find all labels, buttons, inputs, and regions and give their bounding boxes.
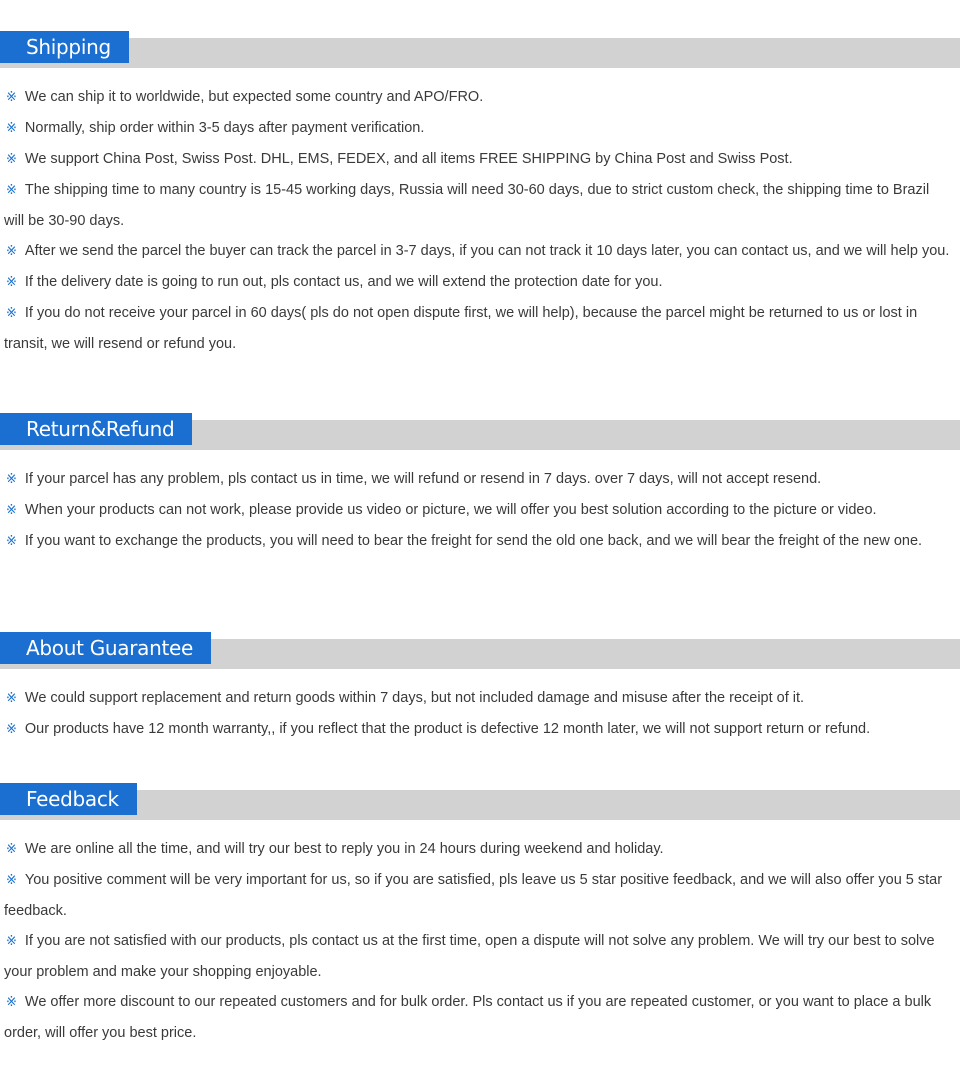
list-item-text: When your products can not work, please provide us video or picture, we will offer you best solution according to the picture or video. [24, 502, 877, 518]
list-item-text: If the delivery date is going to run out, pls contact us, and we will extend the protection date for you. [24, 274, 663, 290]
reference-mark-icon: ※ [6, 306, 17, 321]
section-header-bar [0, 35, 960, 68]
section-return-refund [0, 413, 960, 557]
reference-mark-icon: ※ [6, 472, 17, 487]
list-item-text: We can ship it to worldwide, but expected some country and APO/FRO. [24, 89, 484, 105]
section-title: Shipping [0, 31, 129, 63]
section-feedback [0, 783, 960, 1048]
reference-mark-icon: ※ [6, 534, 17, 549]
section-title: Return&Refund [0, 413, 192, 445]
list-item [0, 236, 960, 267]
list-item [0, 175, 960, 236]
list-item-text: We support China Post, Swiss Post. DHL, EMS, FEDEX, and all items FREE SHIPPING by China Post and Swiss Post. [24, 151, 793, 167]
list-item [0, 464, 960, 495]
reference-mark-icon: ※ [6, 183, 17, 198]
list-item-text: We offer more discount to our repeated customers and for bulk order. Pls contact us if you are repeated customer, or you want to place a bulk order, will offer you best price. [4, 994, 932, 1041]
reference-mark-icon: ※ [6, 152, 17, 167]
list-item-text: If your parcel has any problem, pls contact us in time, we will refund or resend in 7 days. over 7 days, will not accept resend. [24, 471, 822, 487]
section-header-bar [0, 417, 960, 450]
list-item-text: If you are not satisfied with our products, pls contact us at the first time, open a dispute will not solve any problem. We will try our best to solve your problem and make your shopping enjoyable. [4, 933, 935, 980]
list-item-text: The shipping time to many country is 15-45 working days, Russia will need 30-60 days, due to strict custom check, the shipping time to Brazil will be 30-90 days. [4, 182, 930, 229]
section-title: Feedback [0, 783, 137, 815]
item-list [0, 834, 960, 1048]
list-item [0, 926, 960, 987]
list-item [0, 267, 960, 298]
list-item [0, 714, 960, 745]
list-item [0, 683, 960, 714]
reference-mark-icon: ※ [6, 121, 17, 136]
reference-mark-icon: ※ [6, 842, 17, 857]
list-item [0, 298, 960, 359]
list-item-text: After we send the parcel the buyer can track the parcel in 3-7 days, if you can not track it 10 days later, you can contact us, and we will help you. [24, 243, 950, 259]
reference-mark-icon: ※ [6, 244, 17, 259]
reference-mark-icon: ※ [6, 503, 17, 518]
reference-mark-icon: ※ [6, 934, 17, 949]
list-item [0, 987, 960, 1048]
list-item [0, 144, 960, 175]
list-item [0, 865, 960, 926]
reference-mark-icon: ※ [6, 722, 17, 737]
section-title: About Guarantee [0, 632, 211, 664]
reference-mark-icon: ※ [6, 90, 17, 105]
list-item [0, 495, 960, 526]
list-item-text: Normally, ship order within 3-5 days after payment verification. [24, 120, 425, 136]
reference-mark-icon: ※ [6, 873, 17, 888]
list-item-text: We could support replacement and return goods within 7 days, but not included damage and misuse after the receipt of it. [24, 690, 805, 706]
list-item-text: You positive comment will be very important for us, so if you are satisfied, pls leave us 5 star positive feedback, and we will also offer you 5 star feedback. [4, 872, 943, 919]
reference-mark-icon: ※ [6, 275, 17, 290]
section-header-bar [0, 636, 960, 669]
list-item-text: Our products have 12 month warranty,, if you reflect that the product is defective 12 month later, we will not support return or refund. [24, 721, 871, 737]
section-about-guarantee [0, 632, 960, 745]
item-list [0, 683, 960, 745]
section-header-bar [0, 787, 960, 820]
list-item-text: If you do not receive your parcel in 60 days( pls do not open dispute first, we will help), because the parcel might be returned to us or lost in transit, we will resend or refund you. [4, 305, 918, 352]
list-item-text: We are online all the time, and will try our best to reply you in 24 hours during weekend and holiday. [24, 841, 664, 857]
list-item [0, 113, 960, 144]
item-list [0, 464, 960, 557]
reference-mark-icon: ※ [6, 691, 17, 706]
section-shipping [0, 31, 960, 359]
list-item [0, 834, 960, 865]
list-item [0, 82, 960, 113]
list-item [0, 526, 960, 557]
list-item-text: If you want to exchange the products, you will need to bear the freight for send the old one back, and we will bear the freight of the new one. [24, 533, 923, 549]
item-list [0, 82, 960, 359]
reference-mark-icon: ※ [6, 995, 17, 1010]
